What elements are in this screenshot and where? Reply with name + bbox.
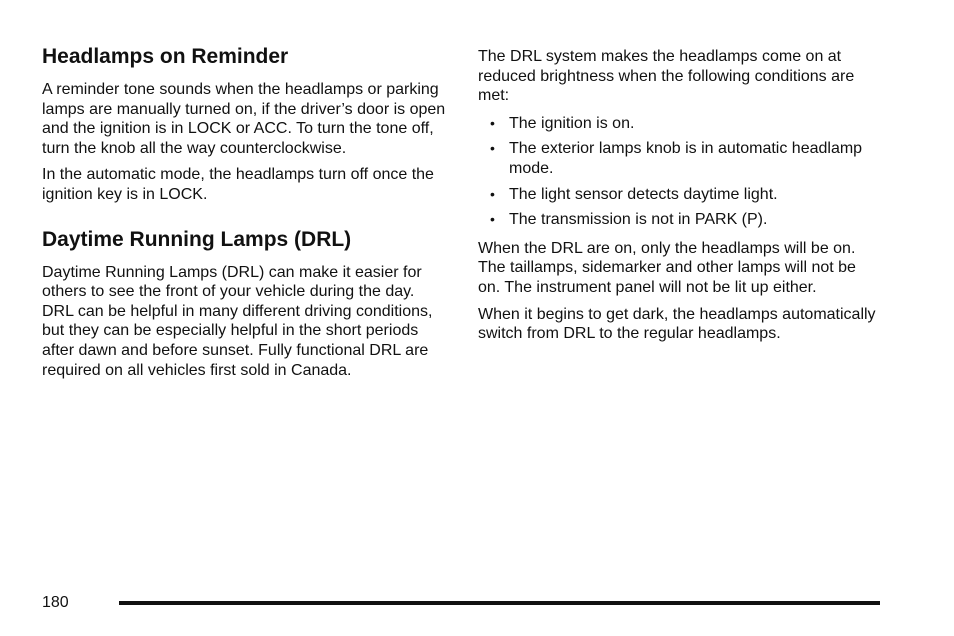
condition-text: The ignition is on. <box>509 114 635 132</box>
list-item <box>478 139 882 178</box>
list-item <box>478 210 882 230</box>
dark-switch-paragraph: When it begins to get dark, the headlamps automatically switch from DRL to the regular headlamps. <box>478 305 876 343</box>
left-column <box>42 44 450 387</box>
right-column <box>478 47 882 351</box>
drl-paragraph-1: Daytime Running Lamps (DRL) can make it easier for others to see the front of your vehicle during the day. DRL can be helpful in many different driving conditions, but they can be especially helpful in the short periods after dawn and before sunset. Fully functional DRL are required on all vehicles first sold in Canada. <box>42 263 433 379</box>
page-number: 180 <box>42 594 69 611</box>
condition-text: The exterior lamps knob is in automatic headlamp mode. <box>509 140 863 177</box>
condition-text: The transmission is not in PARK (P). <box>509 211 768 229</box>
condition-text: The light sensor detects daytime light. <box>509 185 778 203</box>
headlamps-reminder-paragraph-2: In the automatic mode, the headlamps turn off once the ignition key is in LOCK. <box>42 166 434 203</box>
bullet-icon: • <box>490 140 495 157</box>
drl-system-intro: The DRL system makes the headlamps come on at reduced brightness when the following conditions are met: <box>478 48 855 105</box>
footer-divider <box>119 601 880 605</box>
bullet-icon: • <box>490 114 495 131</box>
list-item <box>478 114 882 134</box>
drl-heading: Daytime Running Lamps (DRL) <box>42 227 352 251</box>
drl-on-paragraph: When the DRL are on, only the headlamps will be on. The taillamps, sidemarker and other lamps will not be on. The instrument panel will not be lit up either. <box>478 239 856 296</box>
bullet-icon: • <box>490 211 495 228</box>
headlamps-reminder-heading: Headlamps on Reminder <box>42 45 289 68</box>
list-item <box>478 185 882 205</box>
headlamps-reminder-paragraph-1: A reminder tone sounds when the headlamps or parking lamps are manually turned on, if the driver’s door is open and the ignition is in LOCK or ACC. To turn the tone off, turn the knob all the way counterclockwise. <box>42 81 446 157</box>
bullet-icon: • <box>490 185 495 202</box>
page-footer <box>42 593 880 617</box>
drl-conditions-list <box>478 114 882 230</box>
